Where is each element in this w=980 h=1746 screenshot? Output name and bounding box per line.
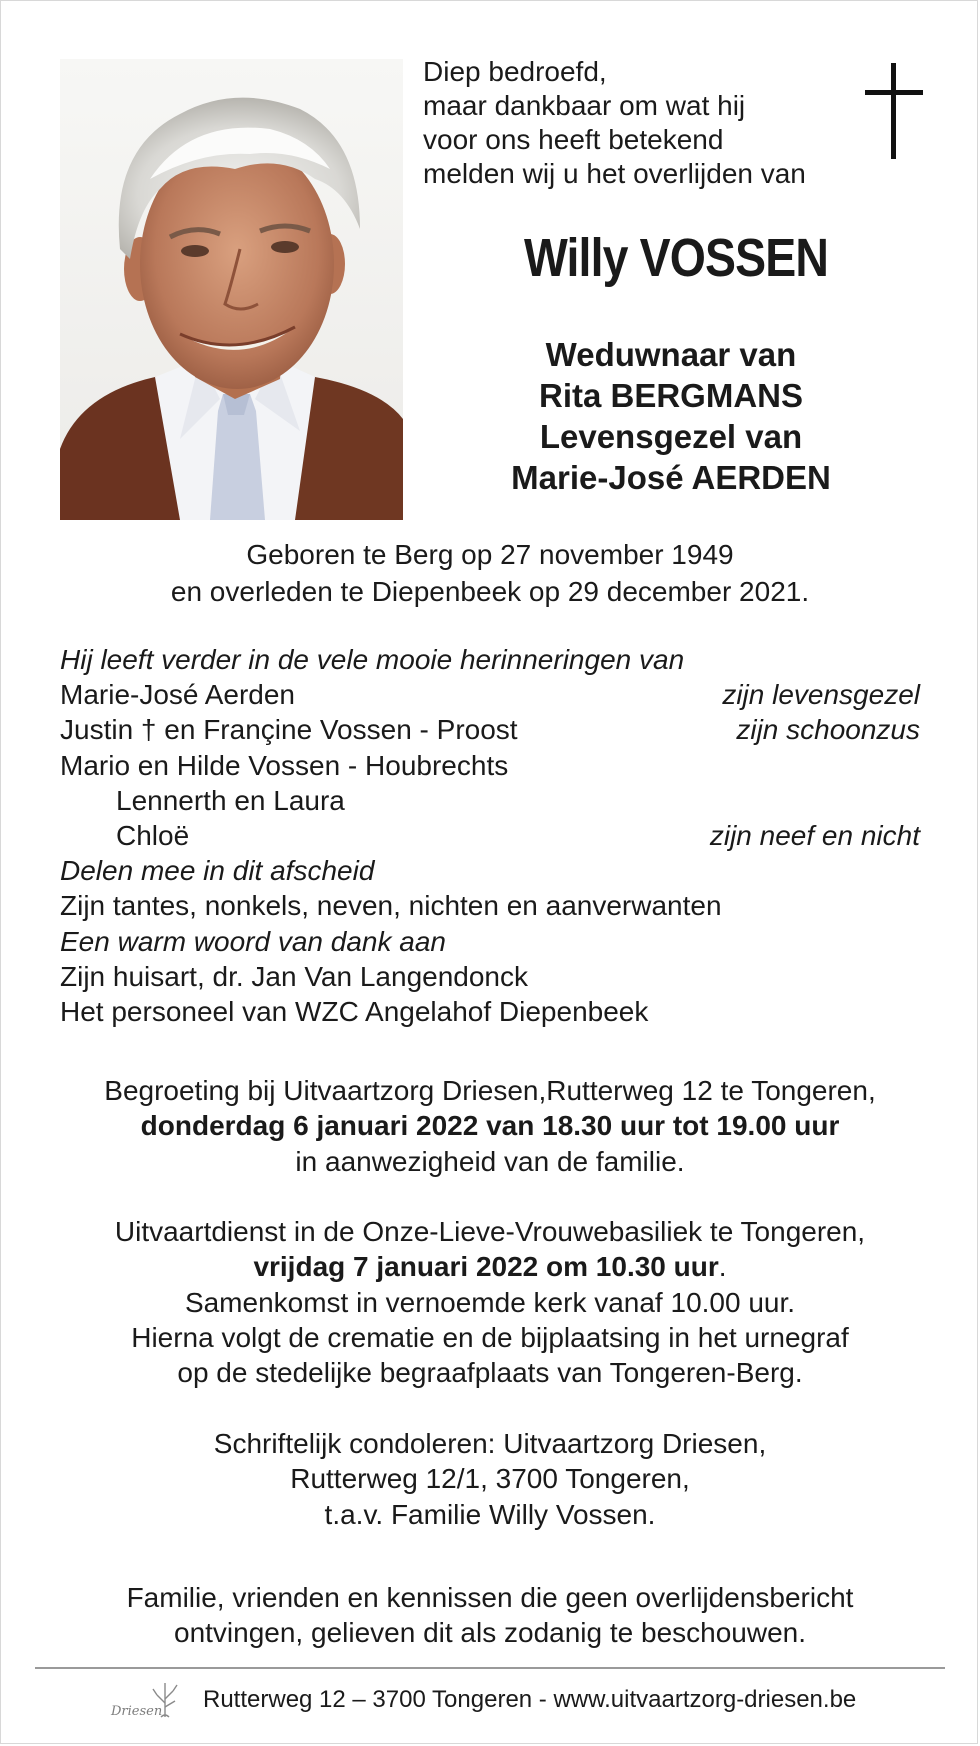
family-member: Zijn huisart, dr. Jan Van Langendonck bbox=[60, 960, 529, 992]
spouse-line: Rita BERGMANS bbox=[538, 377, 804, 414]
deceased-name: Willy VOSSEN bbox=[523, 228, 829, 288]
visitation-info bbox=[1, 1073, 979, 1179]
visitation-location: Begroeting bij Uitvaartzorg Driesen,Rutterweg 12 te Tongeren, bbox=[104, 1075, 876, 1106]
footer-address: Rutterweg 12 – 3700 Tongeren - www.uitvaartzorg-driesen.be bbox=[203, 1686, 857, 1713]
intro-line: melden wij u het overlijden van bbox=[423, 158, 806, 189]
service-location: Uitvaartdienst in de Onze-Lieve-Vrouwebasiliek te Tongeren, bbox=[114, 1216, 866, 1247]
family-list bbox=[60, 642, 920, 1029]
notice-line: Familie, vrienden en kennissen die geen overlijdensbericht bbox=[126, 1582, 854, 1613]
death-line: en overleden te Diepenbeek op 29 december 2021. bbox=[170, 576, 810, 607]
birth-line: Geboren te Berg op 27 november 1949 bbox=[246, 539, 734, 570]
spouse-line: Levensgezel van bbox=[539, 418, 803, 455]
condolence-line: Rutterweg 12/1, 3700 Tongeren, bbox=[290, 1463, 690, 1495]
family-member: Een warm woord van dank aan bbox=[60, 925, 446, 957]
condolence-line: Schriftelijk condoleren: Uitvaartzorg Driesen, bbox=[213, 1428, 767, 1459]
service-datetime-line bbox=[1, 1249, 979, 1284]
intro-line: Diep bedroefd, bbox=[423, 56, 607, 87]
family-row bbox=[60, 818, 920, 853]
family-row bbox=[60, 783, 920, 818]
logo-text: Driesen bbox=[111, 1704, 163, 1719]
family-relation: zijn neef en nicht bbox=[709, 819, 920, 851]
condolence-info bbox=[1, 1426, 979, 1532]
family-member: Zijn tantes, nonkels, neven, nichten en aanverwanten bbox=[60, 890, 722, 922]
service-cemetery: op de stedelijke begraafplaats van Tongeren-Berg. bbox=[177, 1357, 803, 1389]
spouse-line: Weduwnaar van bbox=[545, 336, 797, 373]
visitation-datetime: donderdag 6 januari 2022 van 18.30 uur tot 19.00 uur bbox=[140, 1110, 840, 1142]
family-row bbox=[60, 888, 920, 923]
notice-line: ontvingen, gelieven dit als zodanig te beschouwen. bbox=[174, 1617, 806, 1649]
family-member: Lennerth en Laura bbox=[116, 784, 345, 816]
portrait-photo bbox=[60, 59, 403, 520]
family-member: Marie-José Aerden bbox=[60, 679, 296, 711]
family-member: Mario en Hilde Vossen - Houbrechts bbox=[60, 749, 509, 781]
family-member: Hij leeft verder in de vele mooie herinneringen van bbox=[60, 644, 685, 675]
footer-divider bbox=[35, 1667, 945, 1669]
family-relation: zijn levensgezel bbox=[722, 679, 920, 711]
intro-text bbox=[423, 55, 853, 191]
spouse-info bbox=[441, 334, 901, 498]
service-cremation: Hierna volgt de crematie en de bijplaatsing in het urnegraf bbox=[131, 1321, 849, 1353]
visitation-note: in aanwezigheid van de familie. bbox=[295, 1145, 685, 1177]
driesen-logo bbox=[109, 1673, 187, 1733]
family-row bbox=[60, 712, 920, 747]
family-row bbox=[60, 853, 920, 888]
family-member: Delen mee in dit afscheid bbox=[60, 855, 375, 887]
cross-icon bbox=[865, 63, 923, 159]
service-datetime: vrijdag 7 januari 2022 om 10.30 uur bbox=[253, 1251, 719, 1283]
family-row bbox=[60, 677, 920, 712]
family-row bbox=[60, 748, 920, 783]
family-row bbox=[60, 642, 920, 677]
family-member: Chloë bbox=[116, 819, 190, 851]
intro-line: maar dankbaar om wat hij bbox=[423, 90, 746, 121]
family-row bbox=[60, 994, 920, 1029]
condolence-line: t.a.v. Familie Willy Vossen. bbox=[324, 1498, 656, 1530]
spouse-line: Marie-José AERDEN bbox=[511, 459, 831, 496]
notice-text bbox=[1, 1580, 979, 1651]
service-gathering: Samenkomst in vernoemde kerk vanaf 10.00 uur. bbox=[184, 1286, 796, 1318]
intro-line: voor ons heeft betekend bbox=[423, 124, 724, 155]
service-datetime-suffix: . bbox=[718, 1251, 727, 1283]
family-member: Justin † en Françine Vossen - Proost bbox=[60, 714, 518, 746]
family-member: Het personeel van WZC Angelahof Diepenbeek bbox=[60, 995, 649, 1027]
service-info bbox=[1, 1214, 979, 1390]
life-dates bbox=[1, 536, 979, 610]
family-relation: zijn schoonzus bbox=[736, 714, 920, 746]
family-row bbox=[60, 924, 920, 959]
family-row bbox=[60, 959, 920, 994]
